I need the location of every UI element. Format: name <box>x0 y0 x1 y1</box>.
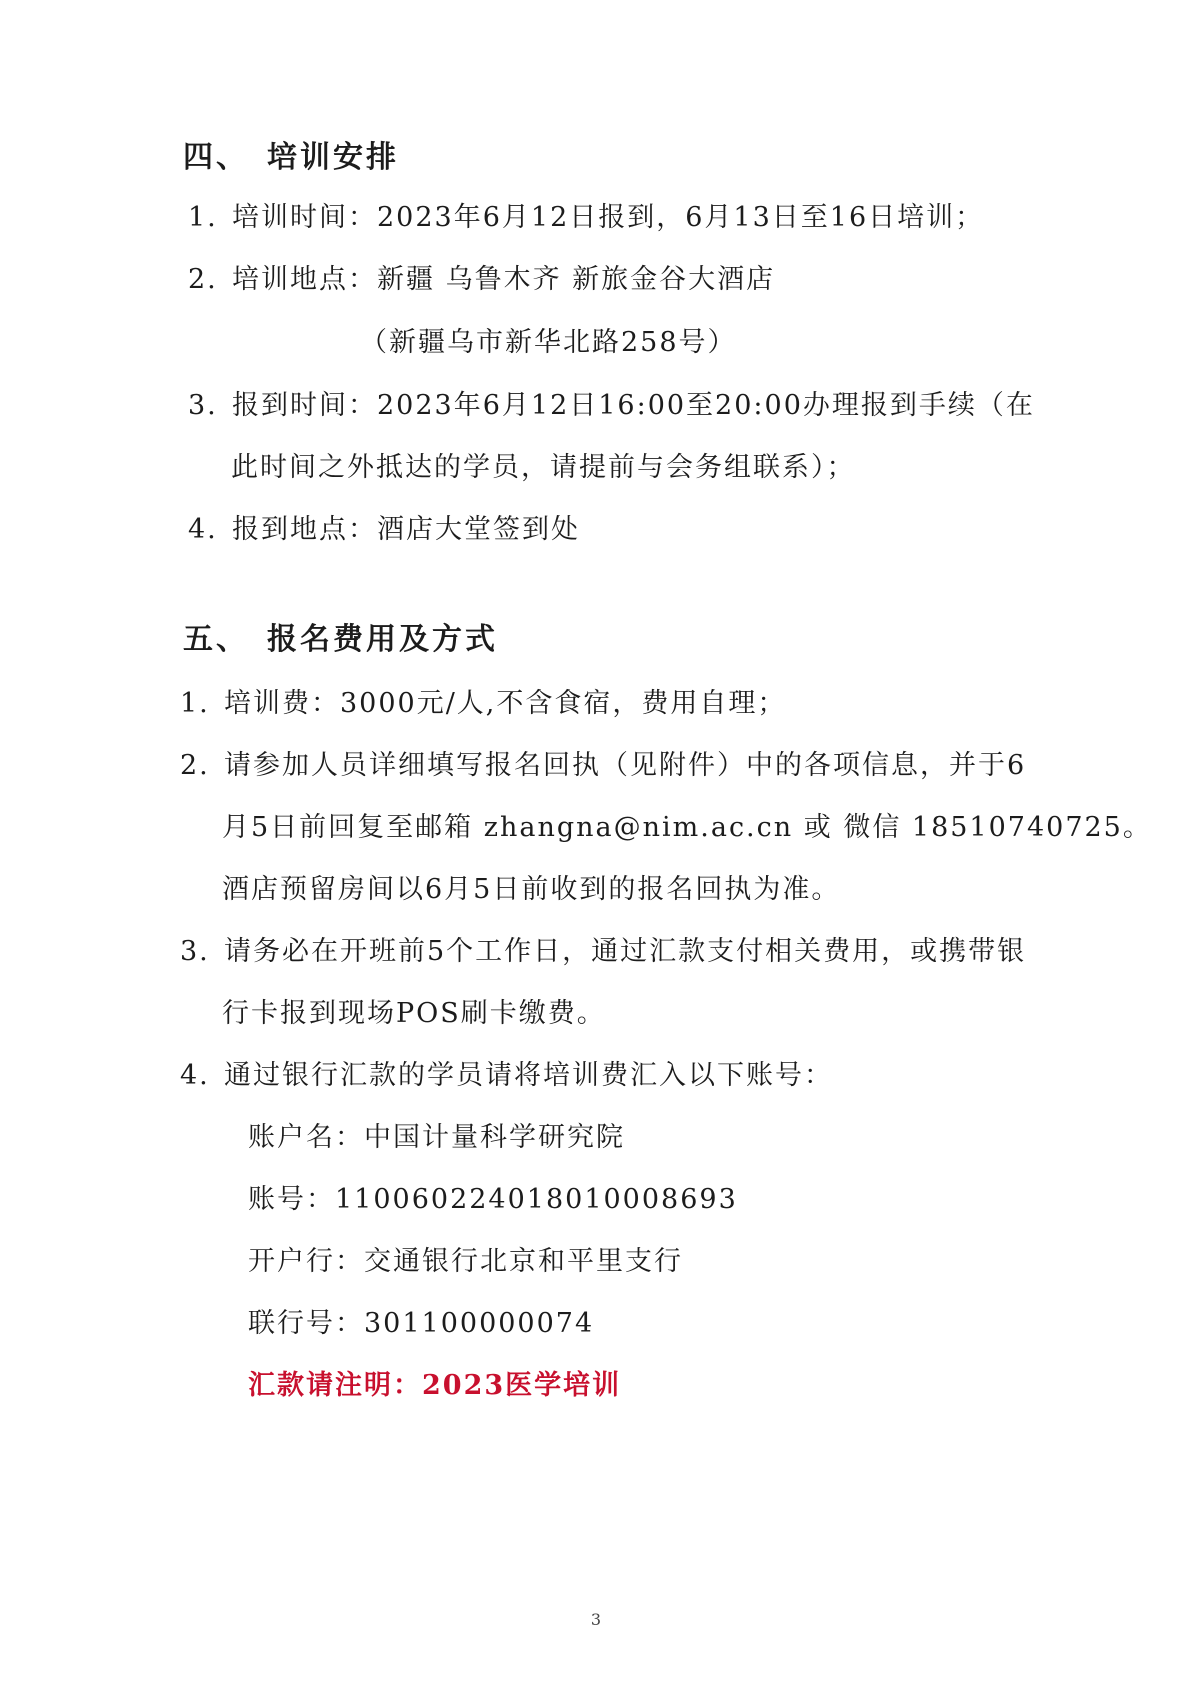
s5-item-1 <box>180 686 786 722</box>
s5-item-2-num: 2. <box>180 750 210 781</box>
s4-item-4-text: 报到地点：酒店大堂签到处 <box>232 514 580 545</box>
s4-item-2-num: 2. <box>188 264 218 295</box>
s5-item-1-num: 1. <box>180 688 210 719</box>
s5-item-3-num: 3. <box>180 936 210 967</box>
s4-item-1 <box>188 200 984 236</box>
bank-branch-name: 开户行：交通银行北京和平里支行 <box>248 1246 683 1277</box>
bank-account-name: 账户名：中国计量科学研究院 <box>248 1122 625 1153</box>
s4-item-2 <box>188 262 775 298</box>
s5-item-2 <box>180 748 1026 784</box>
page-number: 3 <box>590 1610 602 1629</box>
s5-item-1-text: 培训费：3000元/人,不含食宿，费用自理； <box>224 688 787 719</box>
s4-item-2-text: 培训地点：新疆 乌鲁木齐 新旅金谷大酒店 <box>232 264 776 295</box>
remittance-note: 汇款请注明：2023医学培训 <box>248 1370 622 1401</box>
s5-item-2-email-line: 月5日前回复至邮箱 zhangna@nim.ac.cn 或 微信 18510740725。 <box>222 812 1152 843</box>
section-4-heading <box>183 140 399 176</box>
s5-item-4 <box>180 1058 833 1094</box>
s4-item-1-num: 1. <box>188 202 218 233</box>
section-5-title: 报名费用及方式 <box>267 622 498 657</box>
section-4-title: 培训安排 <box>267 140 399 175</box>
s4-item-3-text: 报到时间：2023年6月12日16:00至20:00办理报到手续（在 <box>232 390 1035 421</box>
bank-account-number: 账号：110060224018010008693 <box>248 1184 738 1215</box>
s5-item-2-text: 请参加人员详细填写报名回执（见附件）中的各项信息，并于6 <box>224 750 1027 781</box>
s4-item-2-address: （新疆乌市新华北路258号） <box>360 327 737 358</box>
s4-item-3 <box>188 388 1035 424</box>
s4-item-1-text: 培训时间：2023年6月12日报到，6月13日至16日培训； <box>232 202 985 233</box>
s5-item-3-text: 请务必在开班前5个工作日，通过汇款支付相关费用，或携带银 <box>224 936 1027 967</box>
s5-item-4-text: 通过银行汇款的学员请将培训费汇入以下账号： <box>224 1060 833 1091</box>
s5-item-3-cont: 行卡报到现场POS刷卡缴费。 <box>222 998 606 1029</box>
s5-item-4-num: 4. <box>180 1060 210 1091</box>
s4-item-4 <box>188 512 580 548</box>
s5-item-2-hotel-line: 酒店预留房间以6月5日前收到的报名回执为准。 <box>222 874 841 905</box>
section-5-number: 五、 <box>183 622 249 657</box>
section-5-heading <box>183 622 498 658</box>
s4-item-4-num: 4. <box>188 514 218 545</box>
s4-item-3-cont: 此时间之外抵达的学员，请提前与会务组联系）； <box>231 452 856 483</box>
s4-item-3-num: 3. <box>188 390 218 421</box>
bank-code: 联行号：301100000074 <box>248 1308 595 1339</box>
s5-item-3 <box>180 934 1026 970</box>
section-4-number: 四、 <box>183 140 249 175</box>
